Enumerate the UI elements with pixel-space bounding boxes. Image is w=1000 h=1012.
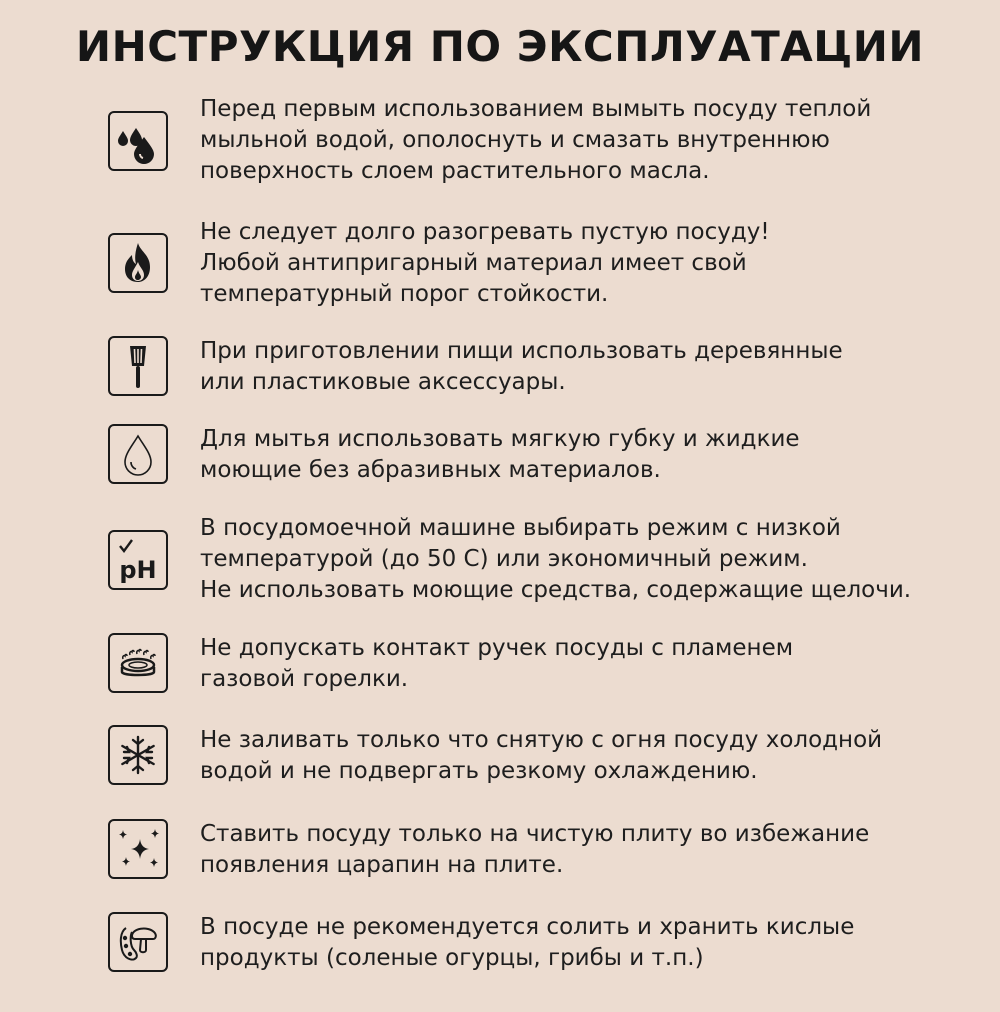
instruction-item	[0, 725, 1000, 825]
instruction-item	[0, 424, 1000, 524]
instruction-text: Не использовать моющие средства, содержащие щелочи.	[200, 577, 912, 603]
instruction-text: В посудомоечной машине выбирать режим с низкой	[200, 515, 841, 541]
instruction-text: В посуде не рекомендуется солить и хранить кислые	[200, 914, 855, 940]
instruction-text: мыльной водой, ополоснуть и смазать внутреннюю	[200, 127, 830, 153]
gas-burner-icon	[108, 633, 168, 693]
instruction-text: Ставить посуду только на чистую плиту во избежание	[200, 821, 870, 847]
fire-icon	[108, 233, 168, 293]
sparkles-icon	[108, 819, 168, 879]
instruction-text: поверхность слоем растительного масла.	[200, 158, 710, 184]
instruction-item	[0, 819, 1000, 919]
instruction-text: продукты (соленые огурцы, грибы и т.п.)	[200, 945, 704, 971]
instruction-item	[0, 513, 1000, 613]
instruction-text: водой и не подвергать резкому охлаждению.	[200, 758, 758, 784]
ph-check-icon	[108, 530, 168, 590]
instruction-item	[0, 94, 1000, 194]
page-title: ИНСТРУКЦИЯ ПО ЭКСПЛУАТАЦИИ	[75, 22, 925, 71]
instruction-text: температурный порог стойкости.	[200, 281, 609, 307]
instruction-text: температурой (до 50 С) или экономичный режим.	[200, 546, 808, 572]
instruction-item	[0, 912, 1000, 1012]
instruction-text: Для мытья использовать мягкую губку и жидкие	[200, 426, 800, 452]
instruction-text: Не допускать контакт ручек посуды с пламенем	[200, 635, 794, 661]
instruction-text: или пластиковые аксессуары.	[200, 369, 566, 395]
drop-outline-icon	[108, 424, 168, 484]
instruction-item	[0, 217, 1000, 317]
snowflake-icon	[108, 725, 168, 785]
instruction-text: газовой горелки.	[200, 666, 409, 692]
water-drops-icon	[108, 111, 168, 171]
instruction-text: Не следует долго разогревать пустую посуду!	[200, 219, 770, 245]
instruction-text: Перед первым использованием вымыть посуду теплой	[200, 96, 872, 122]
instruction-item	[0, 633, 1000, 733]
instruction-item	[0, 336, 1000, 436]
instruction-text: моющие без абразивных материалов.	[200, 457, 661, 483]
mushroom-cucumber-icon	[108, 912, 168, 972]
instruction-text: При приготовлении пищи использовать деревянные	[200, 338, 843, 364]
spatula-icon	[108, 336, 168, 396]
instruction-text: Любой антипригарный материал имеет свой	[200, 250, 747, 276]
instruction-text: появления царапин на плите.	[200, 852, 564, 878]
instruction-text: Не заливать только что снятую с огня посуду холодной	[200, 727, 883, 753]
ph-label: pH	[119, 556, 157, 584]
